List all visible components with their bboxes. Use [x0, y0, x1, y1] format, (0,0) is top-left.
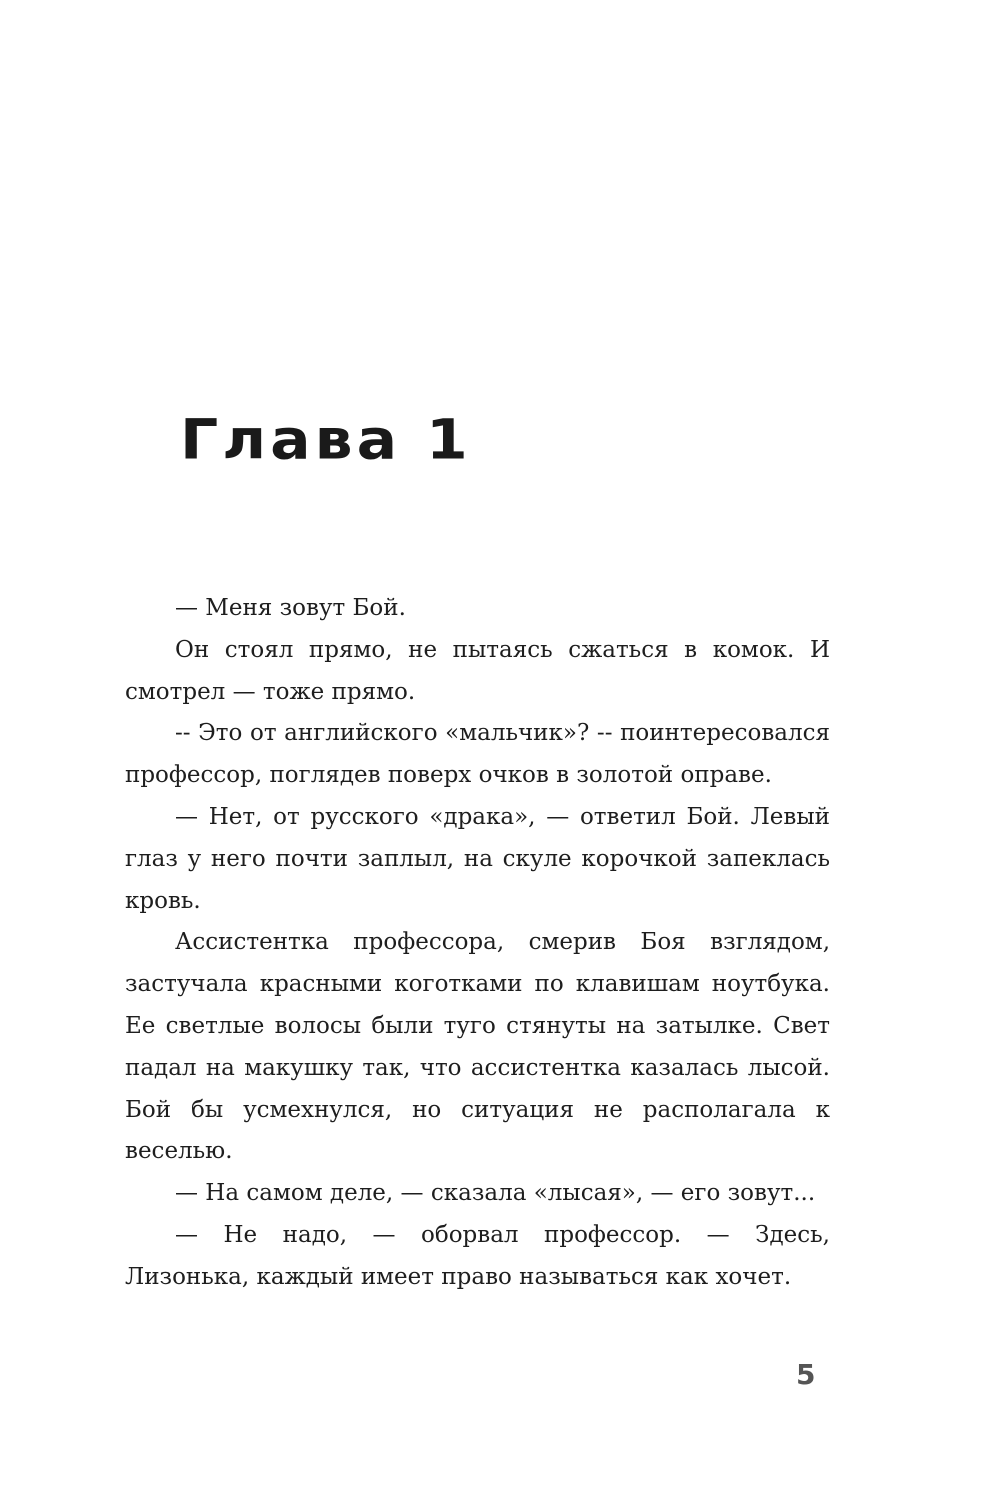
paragraph: — На самом деле, — сказала «лысая», — его зовут...: [175, 1180, 816, 1207]
paragraph: Он стоял прямо, не пытаясь сжаться в комок. И смотрел — тоже прямо.: [125, 636, 830, 705]
paragraph: Ассистентка профессора, смерив Боя взглядом, застучала красными коготками по клавишам ноутбука. Ее светлые волосы были туго стянуты на затылке. Свет падал на макушку так, что ассистентка казалась лысой. Бой бы усмехнулся, но ситуация не располагала к веселью.: [125, 929, 830, 1165]
page-number: 5: [796, 1358, 816, 1391]
chapter-body: [125, 588, 830, 1299]
paragraph: — Не надо, — оборвал профессор. — Здесь, Лизонька, каждый имеет право называться как хочет.: [125, 1221, 830, 1290]
paragraph: — Нет, от русского «драка», — ответил Бой. Левый глаз у него почти заплыл, на скуле корочкой запеклась кровь.: [125, 803, 830, 914]
paragraph: -- Это от английского «мальчик»? -- поинтересовался профессор, поглядев поверх очков в золотой оправе.: [125, 720, 830, 789]
paragraph: — Меня зовут Бой.: [175, 595, 406, 621]
chapter-title: Глава 1: [180, 408, 472, 473]
